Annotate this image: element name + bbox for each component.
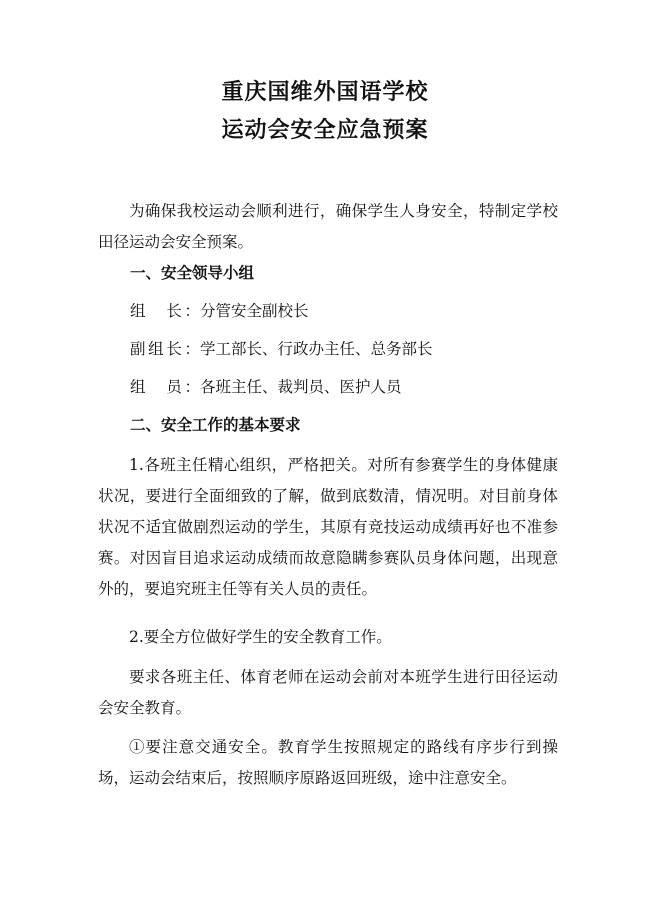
role-deputy — [130, 334, 560, 365]
requirement-item-1: 1.各班主任精心组织，严格把关。对所有参赛学生的身体健康状况，要进行全面细致的了解，做到底数清，情况明。对目前身体状况不适宜做剧烈运动的学生，其原有竞技运动成绩再好也不准参赛。对因盲目追求运动成绩而故意隐瞒参赛队员身体问题，出现意外的，要追究班主任等有关人员的责任。 — [98, 456, 558, 598]
requirement-item-2-sub-1: ①要注意交通安全。教育学生按照规定的路线有序步行到操场，运动会结束后，按照顺序原路返回班级，途中注意安全。 — [98, 738, 558, 787]
requirement-item-2: 2.要全方位做好学生的安全教育工作。 — [129, 628, 392, 646]
section1-heading: 一、安全领导小组 — [130, 264, 255, 282]
section2-heading: 二、安全工作的基本要求 — [130, 416, 301, 434]
role-member-value: 各班主任、裁判员、医护人员 — [200, 378, 402, 396]
role-leader-label: 组 长： — [130, 302, 200, 320]
document-title-school: 重庆国维外国语学校 — [221, 80, 429, 105]
role-member-label: 组 员： — [130, 378, 200, 396]
role-leader — [130, 296, 560, 327]
role-leader-value: 分管安全副校长 — [200, 302, 309, 320]
role-member — [130, 372, 560, 403]
document-title-plan: 运动会安全应急预案 — [221, 118, 429, 143]
intro-paragraph: 为确保我校运动会顺利进行，确保学生人身安全，特制定学校田径运动会安全预案。 — [98, 202, 558, 251]
role-deputy-label: 副组长： — [130, 340, 200, 358]
role-deputy-value: 学工部长、行政办主任、总务部长 — [200, 340, 433, 358]
requirement-item-2-detail: 要求各班主任、体育老师在运动会前对本班学生进行田径运动会安全教育。 — [98, 668, 558, 717]
